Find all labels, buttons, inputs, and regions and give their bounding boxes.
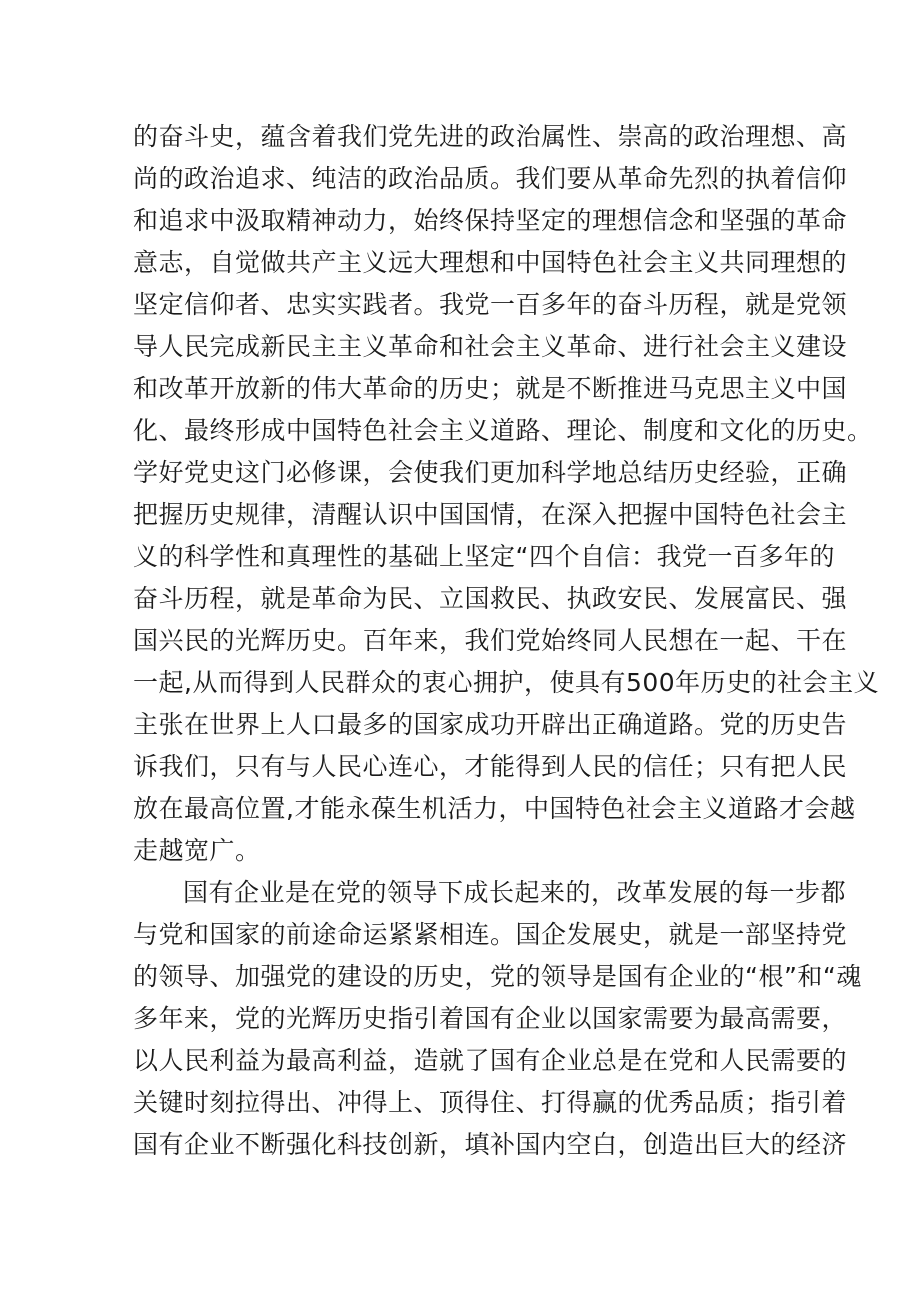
text-line: 关键时刻拉得出、冲得上、顶得住、打得赢的优秀品质；指引着 (133, 1088, 848, 1117)
paragraph-first-line: 国有企业是在党的领导下成长起来的，改革发展的每一步都 (183, 878, 847, 907)
text-line: 尚的政治追求、纯洁的政治品质。我们要从革命先烈的执着信仰 (133, 164, 848, 193)
text-line: 坚定信仰者、忠实实践者。我党一百多年的奋斗历程，就是党领 (133, 290, 848, 319)
text-line: 和改革开放新的伟大革命的历史；就是不断推进马克思主义中国 (133, 374, 848, 403)
text-line: 主张在世界上人口最多的国家成功开辟出正确道路。党的历史告 (133, 710, 848, 739)
text-line: 化、最终形成中国特色社会主义道路、理论、制度和文化的历史。 (133, 416, 873, 445)
text-line: 国兴民的光辉历史。百年来，我们党始终同人民想在一起、干在 (133, 626, 848, 655)
text-line: 国有企业不断强化科技创新，填补国内空白，创造出巨大的经济 (133, 1130, 848, 1159)
text-line: 走越宽广。 (133, 836, 261, 865)
text-line: 把握历史规律，清醒认识中国国情，在深入把握中国特色社会主 (133, 500, 848, 529)
text-line: 的领导、加强党的建设的历史，党的领导是国有企业的“根”和“魂 (133, 962, 862, 991)
text-line: 义的科学性和真理性的基础上坚定“四个自信：我党一百多年的 (133, 542, 835, 571)
text-line: 一起,从而得到人民群众的衷心拥护，使具有500年历史的社会主义 (133, 668, 880, 697)
text-line: 与党和国家的前途命运紧紧相连。国企发展史，就是一部坚持党 (133, 920, 848, 949)
text-line: 导人民完成新民主主义革命和社会主义革命、进行社会主义建设 (133, 332, 848, 361)
text-line: 以人民利益为最高利益，造就了国有企业总是在党和人民需要的 (133, 1046, 848, 1075)
text-line: 多年来，党的光辉历史指引着国有企业以国家需要为最高需要， (133, 1004, 848, 1033)
text-line: 的奋斗史，蕴含着我们党先进的政治属性、崇高的政治理想、高 (133, 122, 848, 151)
text-line: 奋斗历程，就是革命为民、立国救民、执政安民、发展富民、强 (133, 584, 848, 613)
body-text (133, 116, 880, 1166)
text-line: 放在最高位置,才能永葆生机活力，中国特色社会主义道路才会越 (133, 794, 856, 823)
text-line: 和追求中汲取精神动力，始终保持坚定的理想信念和坚强的革命 (133, 206, 848, 235)
text-line: 意志，自觉做共产主义远大理想和中国特色社会主义共同理想的 (133, 248, 848, 277)
text-line: 诉我们，只有与人民心连心，才能得到人民的信任；只有把人民 (133, 752, 848, 781)
text-line: 学好党史这门必修课，会使我们更加科学地总结历史经验，正确 (133, 458, 848, 487)
